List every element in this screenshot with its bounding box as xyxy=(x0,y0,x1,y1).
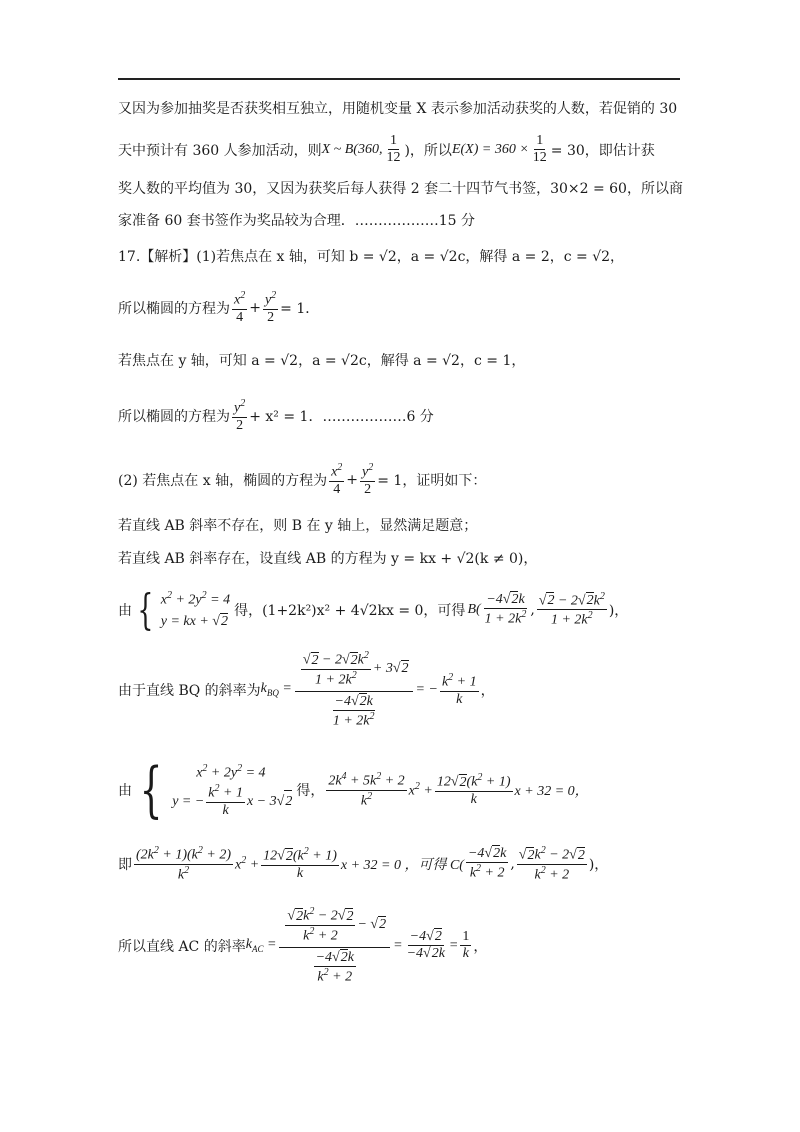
fraction: $\frac{1}{12}$ xyxy=(532,133,547,166)
text-line: 奖人数的平均值为 30，又因为获奖后每人获得 2 套二十四节气书签，30×2 = 60，所以商 xyxy=(118,181,683,197)
fraction: $\frac{√2 - 2√2k^2}{1 + 2k^2}$ xyxy=(538,590,605,628)
equation-line: 所以直线 AC 的斜率 $k_{AC}$ = $\frac{√2k^2 - 2√2}{k^2 + 2}$ − √2 $\frac{-4√2k}{k^2 + 2}$ = $\frac{-4√2}{-4√2k}$ = $\frac{1}{k}$ ， xyxy=(118,906,488,985)
fraction: $\frac{1}{k}$ xyxy=(462,929,470,962)
fraction: $\frac{2k^4 + 5k^2 + 2}{k^2}$ xyxy=(328,770,405,809)
fraction: $\frac{y^2}{2}$ xyxy=(264,290,277,325)
fraction: $\frac{y^2}{2}$ xyxy=(234,398,246,433)
fraction: $\frac{1}{12}$ xyxy=(386,133,401,166)
text-line: 所以椭圆的方程为 $\frac{y^2}{2}$ + x² = 1．………………6 分 xyxy=(118,398,434,433)
equation-line: 由 { $x^2 + 2y^2 = 4$ y = kx + √2 得，(1+2k²)x² + 4√2kx = 0，可得 B( $\frac{-4√2k}{1 + 2k^2}$ , $\frac{√2 - 2√2k^2}{1 + 2k^2}$ )， xyxy=(118,584,629,634)
equation-line: 由于直线 BQ 的斜率为 $k_{BQ}$ = $\frac{√2 - 2√2k^2}{1 + 2k^2}$ + 3√2 $\frac{-4√2k}{1 + 2k^2}$ = − $\frac{k^2 + 1}{k}$ ， xyxy=(118,650,495,729)
fraction: $\frac{-4√2}{-4√2k}$ xyxy=(406,929,445,962)
equation-line: 即 $\frac{(2k^2 + 1)(k^2 + 2)}{k^2}$ $x^2$ + $\frac{12√2(k^2 + 1)}{k}$ x + 32 = 0 ，可得 C( $\frac{-4√2k}{k^2 + 2}$ , $\frac{√2k^2 - 2√2}{k^2 + 2}$ )， xyxy=(118,845,609,883)
fraction: $\frac{√2k^2 - 2√2}{k^2 + 2}$ xyxy=(518,845,585,883)
fraction: $\frac{k^2 + 1}{k}$ xyxy=(441,671,477,707)
equation-line: 由 { $x^2 + 2y^2 = 4$ y = − $\frac{k^2 + 1}{k}$ x − 3√ 2 得， $\frac{2k^4 + 5k^2 + 2}{k^2}$ $x^2$ + $\frac{12√2(k^2 + 1)}{k}$ x + 32 = 0， xyxy=(118,755,589,825)
text-line: 若直线 AB 斜率存在，设直线 AB 的方程为 y = kx + √2(k ≠ 0)， xyxy=(118,551,538,567)
top-rule xyxy=(118,78,680,80)
fraction: $\frac{(2k^2 + 1)(k^2 + 2)}{k^2}$ xyxy=(136,845,231,883)
fraction: $\frac{-4√2k}{k^2 + 2}$ xyxy=(467,846,507,882)
equation-system: $x^2 + 2y^2 = 4$ y = kx + √2 xyxy=(160,590,231,629)
text-line: 家准备 60 套书签作为奖品较为合理．………………15 分 xyxy=(118,213,475,229)
brace: { xyxy=(139,755,163,825)
equation-system: $x^2 + 2y^2 = 4$ y = − $\frac{k^2 + 1}{k}$ x − 3√ 2 xyxy=(172,762,293,819)
brace: { xyxy=(137,584,154,634)
text-line: (2) 若焦点在 x 轴，椭圆的方程为 $\frac{x^2}{4}$ + $\frac{y^2}{2}$ = 1，证明如下： xyxy=(118,462,487,497)
fraction: $\frac{y^2}{2}$ xyxy=(362,462,374,497)
fraction: $\frac{x^2}{4}$ xyxy=(234,290,246,325)
fraction: $\frac{12√2(k^2 + 1)}{k}$ xyxy=(263,846,337,882)
fraction: $\frac{-4√2k}{1 + 2k^2}$ xyxy=(484,591,527,627)
text-line: 又因为参加抽奖是否获奖相互独立，用随机变量 X 表示参加活动获奖的人数，若促销的 30 xyxy=(118,101,678,117)
text-line: 天中预计有 360 人参加活动，则 X ~ B(360, $\frac{1}{12}$ )，所以 E(X) = 360 × $\frac{1}{12}$ = 30，即估计获 xyxy=(118,133,655,166)
fraction: $\frac{12√2(k^2 + 1)}{k}$ xyxy=(436,772,511,807)
text-line: 17.【解析】(1)若焦点在 x 轴，可知 b = √2，a = √2c，解得 a = 2，c = √2， xyxy=(118,249,625,265)
text-line: 所以椭圆的方程为 $\frac{x^2}{4}$ + $\frac{y^2}{2}$ = 1． xyxy=(118,290,320,325)
compound-fraction: $\frac{√2k^2 - 2√2}{k^2 + 2}$ − √2 $\frac{-4√2k}{k^2 + 2}$ xyxy=(279,906,390,985)
compound-fraction: $\frac{√2 - 2√2k^2}{1 + 2k^2}$ + 3√2 $\frac{-4√2k}{1 + 2k^2}$ xyxy=(295,650,413,729)
text-line: 若直线 AB 斜率不存在，则 B 在 y 轴上，显然满足题意； xyxy=(118,518,478,534)
text-line: 若焦点在 y 轴，可知 a = √2，a = √2c，解得 a = √2，c = 1， xyxy=(118,353,526,369)
fraction: $\frac{x^2}{4}$ xyxy=(331,462,343,497)
